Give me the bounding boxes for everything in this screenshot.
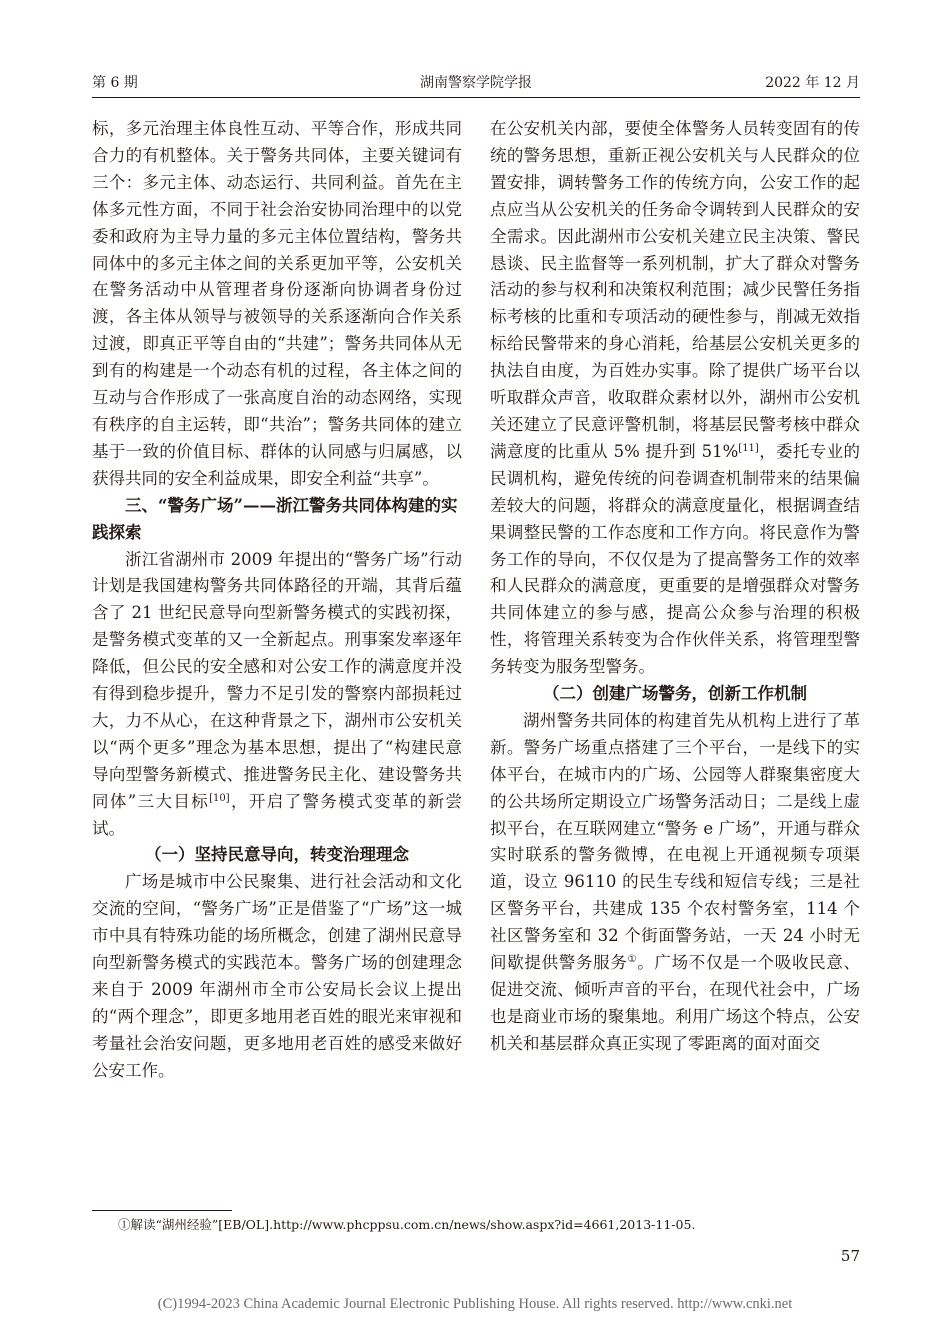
- citation-ref: [10]: [209, 792, 230, 804]
- subsection-heading-1: （一）坚持民意导向，转变治理理念: [145, 845, 409, 865]
- footnote: ①解读“湖州经验”[EB/OL].http://www.phcppsu.com.cn/news/show.aspx?id=4661,2013-11-05.: [118, 1217, 696, 1232]
- paragraph-zhejiang-background: [92, 547, 462, 843]
- subsection-heading-2: （二）创建广场警务，创新工作机制: [543, 684, 807, 704]
- paragraph-text: 在公安机关内部，要使全体警务人员转变固有的传统的警务思想，重新正视公安机关与人民群众的位置安排，调转警务工作的传统方向，公安工作的起点应当从公安机关的任务命令调转到人民群众的安全需求。因此湖州市公安机关建立民主决策、警民恳谈、民主监督等一系列机制，扩大了群众对警务活动的参与权利和决策权利范围；减少民警任务指标考核的比重和专项活动的硬性参与，削减无效指标给民警带来的身心消耗，给基层公安机关更多的执法自由度，为百姓办实事。除了提供广场平台以听取群众声音，收取群众素材以外，湖州市公安机关还建立了民意评警机制，将基层民警考核中群众满意度的比重从 5% 提升到 51%: [490, 119, 860, 461]
- copyright-watermark: (C)1994-2023 China Academic Journal Electronic Publishing House. All rights reserved. http://www.cnki.net: [157, 1296, 793, 1312]
- paragraph-text-tail: 。广场不仅是一个吸收民意、促进交流、倾听声音的平台，在现代社会中，广场也是商业市场的聚集地。利用广场这个特点，公安机关和基层群众真正实现了零距离的面对面交: [490, 953, 860, 1053]
- paragraph-text: 浙江省湖州市 2009 年提出的“警务广场”行动计划是我国建构警务共同体路径的开端，其背后蕴含了 21 世纪民意导向型新警务模式的实践初探，是警务模式变革的又一全新起点。刑事案发率逐年降低，但公民的安全感和对公安工作的满意度并没有得到稳步提升，警力不足引发的警察内部损耗过大，力不从心，在这种背景之下，湖州市公安机关以“两个更多”理念为基本思想，提出了“构建民意导向型警务新模式、推进警务民主化、建设警务共同体”三大目标: [92, 549, 462, 811]
- paragraph-square-concept: 广场是城市中公民聚集、进行社会活动和文化交流的空间，“警务广场”正是借鉴了“广场”这一城市中具有特殊功能的场所概念，创建了湖州民意导向型新警务模式的实践范本。警务广场的创建理念来自于 2009 年湖州市全市公安局长会议上提出的“两个理念”，即更多地用老百姓的眼光来审视和考量社会治安问题，更多地用老百姓的感受来做好公安工作。: [92, 872, 462, 1080]
- section-heading: 三、“警务广场”——浙江警务共同体构建的实践探索: [92, 495, 458, 542]
- footnote-marker: ①: [627, 954, 638, 966]
- page-number: 57: [840, 1247, 860, 1265]
- issue-date: 2022 年 12 月: [765, 75, 860, 91]
- paragraph-text: 湖州警务共同体的构建首先从机构上进行了革新。警务广场重点搭建了三个平台，一是线下的实体平台，在城市内的广场、公园等人群聚集密度大的公共场所定期设立广场警务活动日；二是线上虚拟平台，在互联网建立“警务 e 广场”，开通与群众实时联系的警务微博，在电视上开通视频专项渠道，设立 96110 的民生专线和短信专线；三是社区警务平台，共建成 135 个农村警务室，114 个社区警务室和 32 个街面警务站，一天 24 小时无间歇提供警务服务: [490, 710, 860, 973]
- left-column: [92, 116, 462, 1206]
- header-divider: [92, 97, 860, 98]
- paragraph-platforms: [490, 708, 860, 1058]
- running-header: [92, 70, 860, 94]
- paragraph-text-tail: ，委托专业的民调机构，避免传统的问卷调查机制带来的结果偏差较大的问题，将群众的满意度量化，根据调查结果调整民警的工作态度和工作方向。将民意作为警务工作的导向，不仅仅是为了提高警务工作的效率和人民群众的满意度，更重要的是增强群众对警务共同体建立的参与感，提高公众参与治理的积极性，将管理关系转变为合作伙伴关系，将管理型警务转变为服务型警务。: [490, 441, 860, 677]
- right-column: [490, 116, 860, 1206]
- footnote-divider: [92, 1210, 232, 1211]
- paragraph-continuation: 标，多元治理主体良性互动、平等合作，形成共同合力的有机整体。关于警务共同体，主要关键词有三个：多元主体、动态运行、共同利益。首先在主体多元性方面，不同于社会治安协同治理中的以党委和政府为主导力量的多元主体位置结构，警务共同体中的多元主体之间的关系更加平等，公安机关在警务活动中从管理者身份逐渐向协调者身份过渡，各主体从领导与被领导的关系逐渐向合作关系过渡，即真正平等自由的“共建”；警务共同体从无到有的构建是一个动态有机的过程，各主体之间的互动与合作形成了一张高度自治的动态网络，实现有秩序的自主运转，即“共治”；警务共同体的建立基于一致的价值目标、群体的认同感与归属感，以获得共同的安全利益成果，即安全利益“共享”。: [92, 119, 462, 488]
- journal-title: 湖南警察学院学报: [420, 75, 532, 91]
- paragraph-internal-reform: [490, 116, 860, 681]
- issue-number: 第 6 期: [92, 75, 138, 91]
- paragraph-text-tail: ，开启了警务模式变革的新尝试。: [92, 791, 462, 838]
- citation-ref: [11]: [738, 442, 759, 454]
